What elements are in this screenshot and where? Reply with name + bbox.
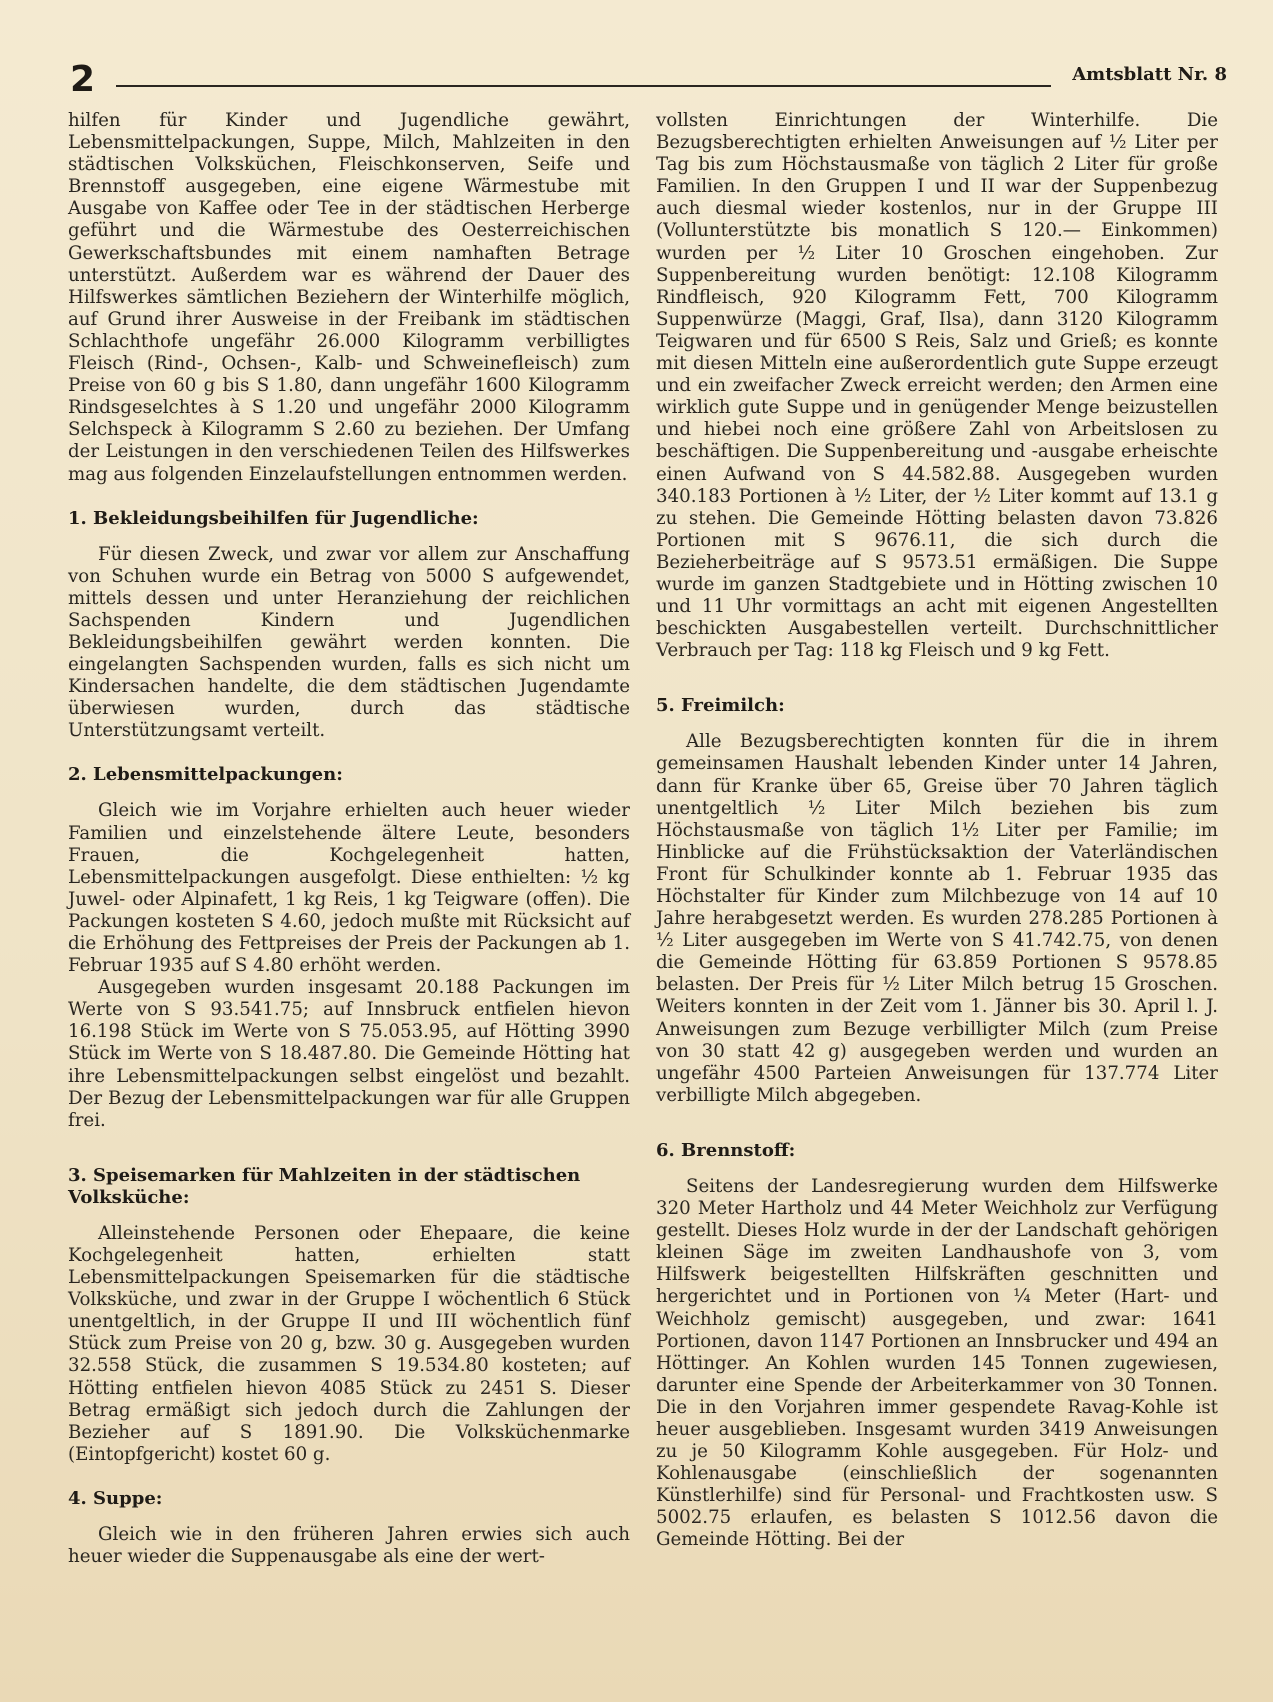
section-6-text: Seitens der Landesregierung wurden dem Hilfswerke 320 Meter Hartholz und 44 Meter Weichholz zur Verfügung gestellt. Dieses Holz wurde in der der Landschaft gehörigen kleinen Säge im zweiten Landhaushofe von 3, vom Hilfswerk beigestellten Hilfskräften geschnitten und hergerichtet und in Portionen von ¼ Meter (Hart- und Weichholz gemischt) ausgegeben, und zwar: 1641 Portionen, davon 1147 Portionen an Innsbrucker und 494 an Höttinger. An Kohlen wurden 145 Tonnen zugewiesen, darunter eine Spende der Arbeiterkammer von 30 Tonnen. Die in den Vorjahren immer gespendete Ravag-Kohle ist heuer ausgeblieben. Insgesamt wurden 3419 Anweisungen zu je 50 Kilogramm Kohle ausgegeben. Für Holz- und Kohlenausgabe (einschließlich der sogenannten Künstlerhilfe) sind für Personal- und Frachtkosten usw. S 5002.75 erlaufen, es belasten S 1012.56 davon die Gemeinde Hötting. Bei der (656, 1175, 1218, 1551)
section-3-text: Alleinstehende Personen oder Ehepaare, die keine Kochgelegenheit hatten, erhielten statt Lebensmittelpackungen Speisemarken für die städtische Volksküche, und zwar in der Gruppe I wöchentlich 6 Stück unentgeltlich, in der Gruppe II und III wöchentlich fünf Stück zum Preise von 20 g, bzw. 30 g. Ausgegeben wurden 32.558 Stück, die zusammen S 19.534.80 kosteten; auf Hötting entfielen hievon 4085 Stück zu 2451 S. Dieser Betrag ermäßigt sich jedoch durch die Zahlungen der Bezieher auf S 1891.90. Die Volksküchenmarke (Eintopfgericht) kostet 60 g. (68, 1222, 630, 1465)
section-6-heading: 6. Brennstoff: (656, 1139, 796, 1161)
section-4-continuation: vollsten Einrichtungen der Winterhilfe. Die Bezugsberechtigten erhielten Anweisungen auf ½ Liter per Tag bis zum Höchstausmaße von täglich 2 Liter für große Familien. In den Gruppen I und II war der Suppenbezug auch diesmal wieder kostenlos, nur in der Gruppe III (Vollunterstützte bis monatlich S 120.— Einkommen) wurden per ½ Liter 10 Groschen eingehoben. Zur Suppenbereitung wurden benötigt: 12.108 Kilogramm Rindfleisch, 920 Kilogramm Fett, 700 Kilogramm Suppenwürze (Maggi, Graf, Ilsa), dann 3120 Kilogramm Teigwaren und für 6500 S Reis, Salz und Grieß; es konnte mit diesen Mitteln eine außerordentlich gute Suppe erzeugt und ein zweifacher Zweck erreicht werden; den Armen eine wirklich gute Suppe und in genügender Menge beizustellen und hiebei noch eine größere Zahl von Arbeitslosen zu beschäftigen. Die Suppenbereitung und -ausgabe erheischte einen Aufwand von S 44.582.88. Ausgegeben wurden 340.183 Portionen à ½ Liter, der ½ Liter kommt auf 13.1 g zu stehen. Die Gemeinde Hötting belasten davon 73.826 Portionen mit S 9676.11, die sich durch die Bezieherbeiträge auf S 9573.51 ermäßigen. Die Suppe wurde im ganzen Stadtgebiete und in Hötting zwischen 10 und 11 Uhr vormittags an acht mit eigenen Angestellten beschickten Ausgabestellen verteilt. Durchschnittlicher Verbrauch per Tag: 118 kg Fleisch und 9 kg Fett. (656, 110, 1218, 662)
section-4-heading: 4. Suppe: (68, 1487, 163, 1509)
page-header (68, 60, 1227, 100)
left-column (68, 110, 630, 1568)
section-2-text-2: Ausgegeben wurden insgesamt 20.188 Packungen im Werte von S 93.541.75; auf Innsbruck entfielen hievon 16.198 Stück im Werte von S 75.053.95, auf Hötting 3990 Stück im Werte von S 18.487.80. Die Gemeinde Hötting hat ihre Lebensmittelpackungen selbst eingelöst und bezahlt. Der Bezug der Lebensmittelpackungen war für alle Gruppen frei. (68, 977, 630, 1131)
section-2-text-1: Gleich wie im Vorjahre erhielten auch heuer wieder Familien und einzelstehende ältere Leute, besonders Frauen, die Kochgelegenheit hatten, Lebensmittelpackungen ausgefolgt. Diese enthielten: ½ kg Juwel- oder Alpinafett, 1 kg Reis, 1 kg Teigware (offen). Die Packungen kosteten S 4.60, jedoch mußte mit Rücksicht auf die Erhöhung des Fettpreises der Preis der Packungen ab 1. Februar 1935 auf S 4.80 erhöht werden. (68, 800, 630, 977)
intro-paragraph: hilfen für Kinder und Jugendliche gewährt, Lebensmittelpackungen, Suppe, Milch, Mahlzeiten in den städtischen Volksküchen, Fleischkonserven, Seife und Brennstoff ausgegeben, eine eigene Wärmestube mit Ausgabe von Kaffee oder Tee in der städtischen Herberge geführt und die Wärmestube des Oesterreichischen Gewerkschaftsbundes mit einem namhaften Betrage unterstützt. Außerdem war es während der Dauer des Hilfswerkes sämtlichen Beziehern der Winterhilfe möglich, auf Grund ihrer Ausweise in der Freibank im städtischen Schlachthofe ungefähr 26.000 Kilogramm verbilligtes Fleisch (Rind-, Ochsen-, Kalb- und Schweinefleisch) zum Preise von 60 g bis S 1.80, dann ungefähr 1600 Kilogramm Rindsgeselchtes à S 1.20 und ungefähr 2000 Kilogramm Selchspeck à Kilogramm S 2.60 zu beziehen. Der Umfang der Leistungen in den verschiedenen Teilen des Hilfswerkes mag aus folgenden Einzelaufstellungen entnommen werden. (68, 110, 630, 485)
section-5-text: Alle Bezugsberechtigten konnten für die in ihrem gemeinsamen Haushalt lebenden Kinder unter 14 Jahren, dann für Kranke über 65, Greise über 70 Jahren täglich unentgeltlich ½ Liter Milch beziehen bis zum Höchstausmaße von täglich 1½ Liter per Familie; im Hinblicke auf die Frühstücksaktion der Vaterländischen Front für Schulkinder konnte ab 1. Februar 1935 das Höchstalter für Kinder zum Milchbezuge von 14 auf 10 Jahre herabgesetzt werden. Es wurden 278.285 Portionen à ½ Liter ausgegeben im Werte von S 41.742.75, von denen die Gemeinde Hötting für 63.859 Portionen S 9578.85 belasten. Der Preis für ½ Liter Milch betrug 15 Groschen. Weiters konnten in der Zeit vom 1. Jänner bis 30. April l. J. Anweisungen zum Bezuge verbilligter Milch (zum Preise von 30 statt 42 g) ausgegeben werden und wurden an ungefähr 4500 Parteien Anweisungen für 137.774 Liter verbilligte Milch abgegeben. (656, 731, 1218, 1106)
section-1-heading: 1. Bekleidungsbeihilfen für Jugendliche: (68, 507, 479, 529)
page-number: 2 (70, 59, 96, 100)
section-1-text: Für diesen Zweck, und zwar vor allem zur Anschaffung von Schuhen wurde ein Betrag von 5000 S aufgewendet, mittels dessen und unter Heranziehung der reichlichen Sachspenden Kindern und Jugendlichen Bekleidungsbeihilfen gewährt werden konnten. Die eingelangten Sachspenden wurden, falls es sich nicht um Kindersachen handelte, die dem städtischen Jugendamte überwiesen wurden, durch das städtische Unterstützungsamt verteilt. (68, 543, 630, 742)
section-4-text: Gleich wie in den früheren Jahren erwies sich auch heuer wieder die Suppenausgabe als eine der wert- (68, 1523, 630, 1567)
section-3-heading: 3. Speisemarken für Mahlzeiten in der städtischen Volksküche: (68, 1164, 581, 1208)
running-title: Amtsblatt Nr. 8 (1072, 64, 1227, 85)
section-2-heading: 2. Lebensmittelpackungen: (68, 764, 343, 786)
header-rule (116, 85, 1051, 87)
section-5-heading: 5. Freimilch: (656, 695, 785, 717)
right-column (656, 110, 1218, 1552)
